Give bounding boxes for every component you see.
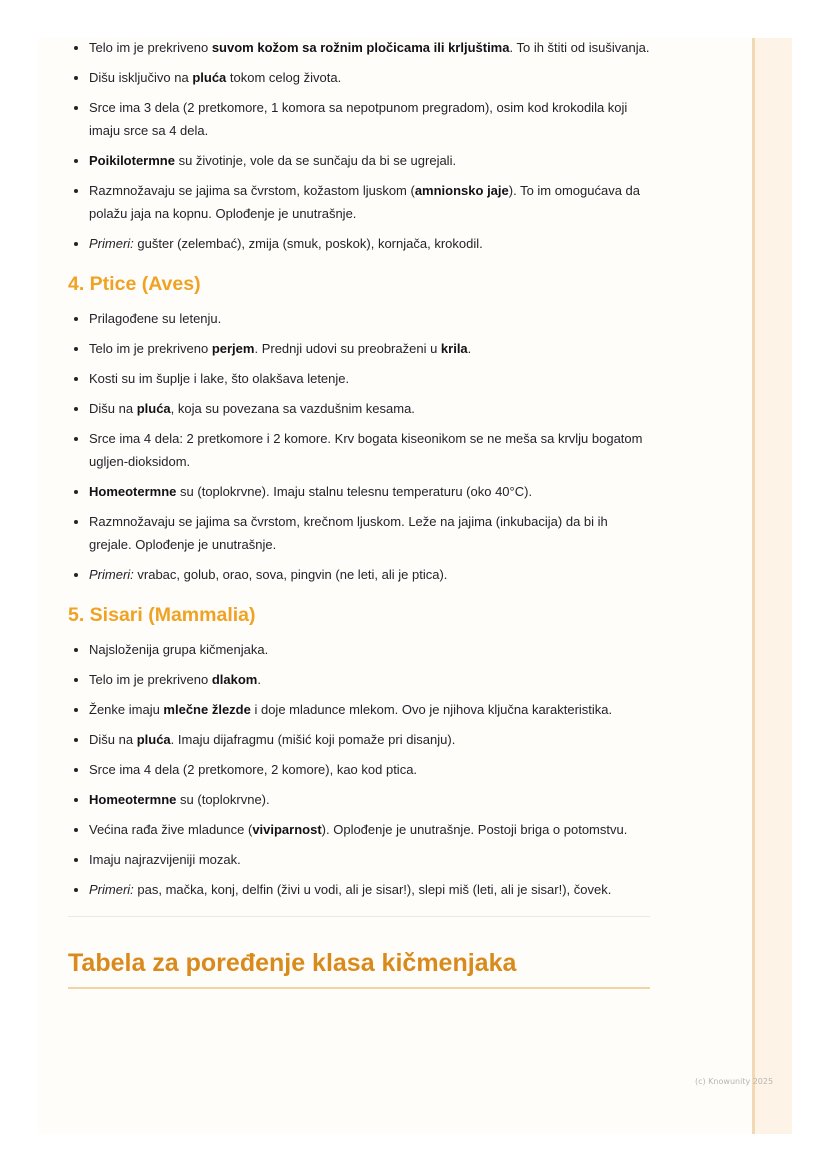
bold-term: krila bbox=[440, 341, 468, 356]
text-run: Telo im je prekriveno bbox=[89, 672, 212, 687]
text-run: . bbox=[257, 672, 261, 687]
text-run: su životinje, vole da se sunčaju da bi se ugrejali. bbox=[174, 153, 457, 168]
list-item bbox=[68, 668, 650, 691]
text-run: Telo im je prekriveno bbox=[89, 341, 212, 356]
bold-term: perjem bbox=[211, 341, 255, 356]
text-run: Ženke imaju bbox=[89, 702, 164, 717]
bold-term: pluća bbox=[192, 70, 227, 85]
list-item bbox=[68, 848, 650, 871]
text-run: i doje mladunce mlekom. Ovo je njihova ključna karakteristika. bbox=[250, 702, 613, 717]
text-run: Kosti su im šuplje i lake, što olakšava letenje. bbox=[89, 371, 350, 386]
bold-term: pluća bbox=[136, 732, 171, 747]
text-run: Srce ima 4 dela (2 pretkomore, 2 komore), kao kod ptica. bbox=[89, 762, 418, 777]
text-run: Razmnožavaju se jajima sa čvrstom, krečnom ljuskom. Leže na jajima (inkubacija) da bi ih grejale. Oplođenje je unutrašnje. bbox=[89, 514, 608, 552]
horizontal-divider bbox=[68, 916, 650, 917]
list-item bbox=[68, 427, 650, 473]
text-run: ). Oplođenje je unutrašnje. Postoji briga o potomstvu. bbox=[321, 822, 628, 837]
text-run: Dišu na bbox=[89, 732, 137, 747]
list-item bbox=[68, 36, 650, 59]
bold-term: amnionsko jaje bbox=[414, 183, 509, 198]
text-run: Srce ima 4 dela: 2 pretkomore i 2 komore. Krv bogata kiseonikom se ne meša sa krvlju bogatom ugljen-dioksidom. bbox=[89, 431, 643, 469]
list-item bbox=[68, 232, 650, 255]
text-run: Dišu isključivo na bbox=[89, 70, 193, 85]
text-run: Dišu na bbox=[89, 401, 137, 416]
list-item bbox=[68, 698, 650, 721]
text-run: Srce ima 3 dela (2 pretkomore, 1 komora sa nepotpunom pregradom), osim kod krokodila koji imaju srce sa 4 dela. bbox=[89, 100, 628, 138]
reptiles-list bbox=[68, 36, 650, 255]
text-run: . Imaju dijafragmu (mišić koji pomaže pri disanju). bbox=[170, 732, 456, 747]
list-item bbox=[68, 66, 650, 89]
text-run: ). To im omogućava da polažu jaja na kopnu. Oplođenje je unutrašnje. bbox=[89, 183, 641, 221]
list-item bbox=[68, 307, 650, 330]
list-item bbox=[68, 337, 650, 360]
text-run: . bbox=[467, 341, 472, 356]
copyright-footer: (c) Knowunity 2025 bbox=[695, 1077, 774, 1086]
list-item bbox=[68, 758, 650, 781]
bold-term: dlakom bbox=[211, 672, 258, 687]
bold-term: suvom kožom sa rožnim pločicama ili krljuštima bbox=[211, 40, 510, 55]
list-item bbox=[68, 149, 650, 172]
text-run: Imaju najrazvijeniji mozak. bbox=[89, 852, 241, 867]
text-run: su (toplokrvne). Imaju stalnu telesnu temperaturu (oko 40°C). bbox=[176, 484, 533, 499]
text-run: Telo im je prekriveno bbox=[89, 40, 212, 55]
text-run: tokom celog života. bbox=[226, 70, 342, 85]
text-run: , koja su povezana sa vazdušnim kesama. bbox=[170, 401, 415, 416]
italic-label: Primeri: bbox=[89, 236, 134, 251]
list-item bbox=[68, 397, 650, 420]
document-content bbox=[68, 36, 650, 989]
list-item bbox=[68, 96, 650, 142]
list-item bbox=[68, 510, 650, 556]
text-run: Razmnožavaju se jajima sa čvrstom, kožastom ljuskom ( bbox=[89, 183, 415, 198]
bold-term: Poikilotermne bbox=[89, 153, 175, 168]
list-item bbox=[68, 878, 650, 901]
list-item bbox=[68, 179, 650, 225]
birds-list bbox=[68, 307, 650, 586]
text-run: Većina rađa žive mladunce ( bbox=[89, 822, 253, 837]
mammals-list bbox=[68, 638, 650, 901]
list-item bbox=[68, 638, 650, 661]
list-item bbox=[68, 563, 650, 586]
bold-term: mlečne žlezde bbox=[163, 702, 251, 717]
bold-term: pluća bbox=[136, 401, 171, 416]
bold-term: viviparnost bbox=[252, 822, 322, 837]
bold-term: Homeotermne bbox=[89, 792, 177, 807]
page-margin-strip bbox=[752, 38, 792, 1134]
text-run: vrabac, golub, orao, sova, pingvin (ne leti, ali je ptica). bbox=[133, 567, 448, 582]
list-item bbox=[68, 788, 650, 811]
list-item bbox=[68, 367, 650, 390]
section-heading-mammals: 5. Sisari (Mammalia) bbox=[68, 604, 256, 626]
text-run: . To ih štiti od isušivanja. bbox=[509, 40, 650, 55]
italic-label: Primeri: bbox=[89, 882, 134, 897]
text-run: Prilagođene su letenju. bbox=[89, 311, 222, 326]
section-heading-birds: 4. Ptice (Aves) bbox=[68, 273, 201, 295]
text-run: Najsloženija grupa kičmenjaka. bbox=[89, 642, 269, 657]
list-item bbox=[68, 480, 650, 503]
bold-term: Homeotermne bbox=[89, 484, 177, 499]
text-run: gušter (zelembać), zmija (smuk, poskok), kornjača, krokodil. bbox=[133, 236, 483, 251]
text-run: su (toplokrvne). bbox=[176, 792, 270, 807]
list-item bbox=[68, 728, 650, 751]
italic-label: Primeri: bbox=[89, 567, 134, 582]
comparison-table-heading: Tabela za poređenje klasa kičmenjaka bbox=[68, 947, 650, 989]
text-run: . Prednji udovi su preobraženi u bbox=[254, 341, 441, 356]
list-item bbox=[68, 818, 650, 841]
text-run: pas, mačka, konj, delfin (živi u vodi, ali je sisar!), slepi miš (leti, ali je sisar!), čovek. bbox=[133, 882, 612, 897]
